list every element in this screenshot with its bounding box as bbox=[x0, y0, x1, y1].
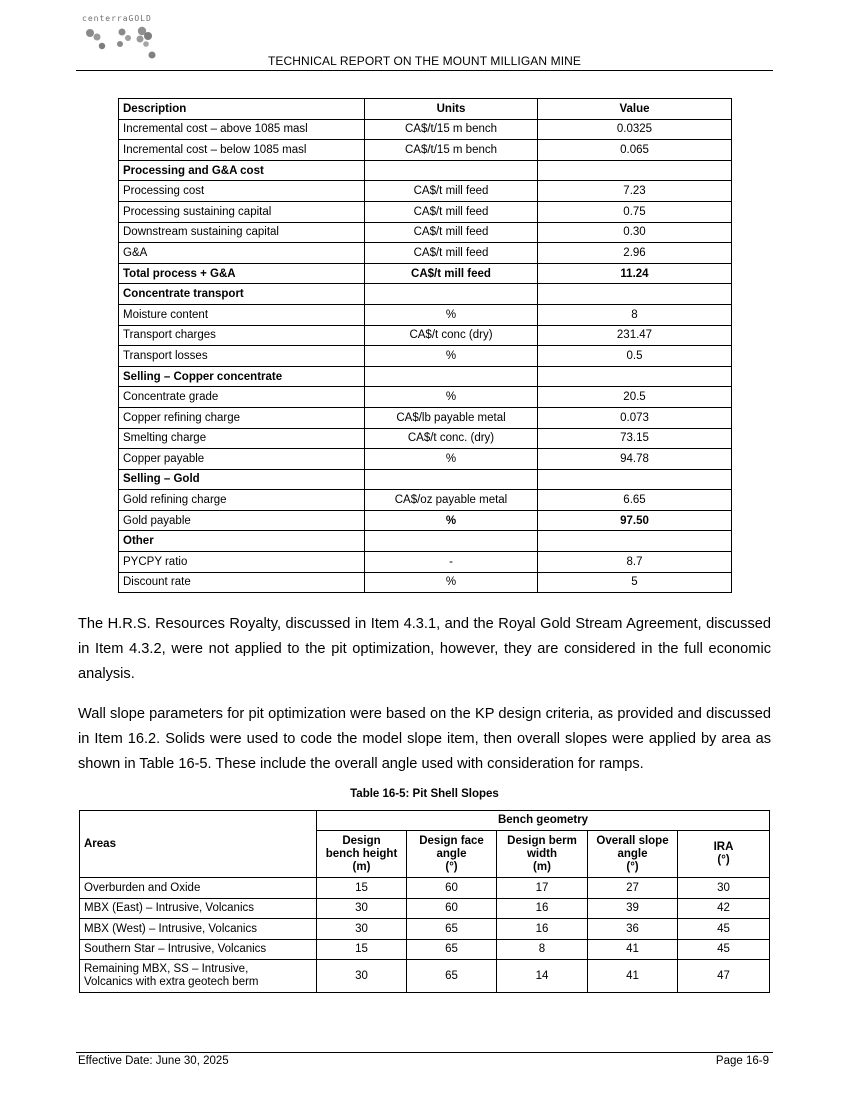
table-header-row bbox=[119, 99, 732, 120]
value-cell: 0.5 bbox=[538, 346, 732, 367]
header-line: (°) bbox=[626, 860, 639, 873]
value-cell: 15 bbox=[317, 878, 407, 899]
value-cell bbox=[538, 531, 732, 552]
units-cell bbox=[365, 366, 538, 387]
description-cell: Downstream sustaining capital bbox=[119, 222, 365, 243]
units-cell: CA$/t mill feed bbox=[365, 263, 538, 284]
value-cell: 65 bbox=[407, 919, 497, 940]
table-row bbox=[119, 449, 732, 470]
units-cell: % bbox=[365, 387, 538, 408]
column-header-berm-width bbox=[497, 831, 588, 878]
area-cell bbox=[80, 960, 317, 993]
units-cell: CA$/t/15 m bench bbox=[365, 140, 538, 161]
value-cell: 30 bbox=[317, 898, 407, 919]
value-cell: 30 bbox=[317, 960, 407, 993]
value-cell: 0.0325 bbox=[538, 119, 732, 140]
table-row bbox=[119, 181, 732, 202]
description-cell: Smelting charge bbox=[119, 428, 365, 449]
page-number: Page 16-9 bbox=[715, 1055, 769, 1067]
section-header-row bbox=[119, 366, 732, 387]
units-cell: - bbox=[365, 552, 538, 573]
value-cell: 45 bbox=[678, 939, 770, 960]
table-row bbox=[80, 898, 770, 919]
area-cell: Overburden and Oxide bbox=[80, 878, 317, 899]
effective-date: Effective Date: June 30, 2025 bbox=[78, 1055, 229, 1067]
value-cell: 42 bbox=[678, 898, 770, 919]
table-row bbox=[80, 960, 770, 993]
header-line: Design berm bbox=[507, 834, 577, 847]
footer-divider bbox=[76, 1052, 773, 1053]
description-cell: Processing and G&A cost bbox=[119, 160, 365, 181]
header-line: angle bbox=[617, 847, 648, 860]
table-row bbox=[119, 428, 732, 449]
value-cell: 8.7 bbox=[538, 552, 732, 573]
description-cell: Processing cost bbox=[119, 181, 365, 202]
value-cell: 65 bbox=[407, 960, 497, 993]
units-cell: % bbox=[365, 304, 538, 325]
value-cell: 2.96 bbox=[538, 243, 732, 264]
description-cell: Processing sustaining capital bbox=[119, 201, 365, 222]
area-cell: Southern Star – Intrusive, Volcanics bbox=[80, 939, 317, 960]
value-cell: 0.065 bbox=[538, 140, 732, 161]
section-header-row bbox=[119, 284, 732, 305]
units-cell bbox=[365, 469, 538, 490]
pit-shell-slopes-table bbox=[79, 810, 770, 993]
value-cell: 97.50 bbox=[538, 510, 732, 531]
units-cell bbox=[365, 531, 538, 552]
table-group-header-row bbox=[80, 811, 770, 831]
units-cell: % bbox=[365, 510, 538, 531]
units-cell: CA$/lb payable metal bbox=[365, 407, 538, 428]
area-cell: MBX (East) – Intrusive, Volcanics bbox=[80, 898, 317, 919]
description-cell: G&A bbox=[119, 243, 365, 264]
description-cell: Concentrate grade bbox=[119, 387, 365, 408]
description-cell: Gold refining charge bbox=[119, 490, 365, 511]
table-row bbox=[80, 939, 770, 960]
column-header-face-angle bbox=[407, 831, 497, 878]
table-row bbox=[80, 919, 770, 940]
area-line: Volcanics with extra geotech berm bbox=[84, 976, 259, 988]
value-cell: 39 bbox=[588, 898, 678, 919]
table-row bbox=[80, 878, 770, 899]
units-cell: % bbox=[365, 572, 538, 593]
header-line: (°) bbox=[445, 860, 458, 873]
value-cell: 47 bbox=[678, 960, 770, 993]
header-line: angle bbox=[436, 847, 467, 860]
area-line: Remaining MBX, SS – Intrusive, bbox=[84, 963, 249, 975]
table-row bbox=[119, 140, 732, 161]
value-cell bbox=[538, 469, 732, 490]
column-header-overall-slope bbox=[588, 831, 678, 878]
value-cell: 8 bbox=[497, 939, 588, 960]
description-cell: Moisture content bbox=[119, 304, 365, 325]
table-row bbox=[119, 572, 732, 593]
area-cell: MBX (West) – Intrusive, Volcanics bbox=[80, 919, 317, 940]
report-title: TECHNICAL REPORT ON THE MOUNT MILLIGAN MINE bbox=[267, 54, 581, 68]
header-line: Design bbox=[342, 834, 381, 847]
units-cell: CA$/t mill feed bbox=[365, 222, 538, 243]
table-row bbox=[119, 222, 732, 243]
description-cell: Discount rate bbox=[119, 572, 365, 593]
units-cell: % bbox=[365, 449, 538, 470]
table-row bbox=[119, 119, 732, 140]
header-line: (m) bbox=[533, 860, 551, 873]
table-row bbox=[119, 387, 732, 408]
value-cell: 30 bbox=[678, 878, 770, 899]
description-cell: Copper payable bbox=[119, 449, 365, 470]
value-cell: 16 bbox=[497, 919, 588, 940]
value-cell: 15 bbox=[317, 939, 407, 960]
header-line: IRA bbox=[713, 841, 734, 853]
column-header-units: Units bbox=[365, 99, 538, 120]
table-row bbox=[119, 325, 732, 346]
units-cell: CA$/t mill feed bbox=[365, 181, 538, 202]
header-divider bbox=[76, 70, 773, 71]
section-header-row bbox=[119, 531, 732, 552]
value-cell: 0.073 bbox=[538, 407, 732, 428]
bench-geometry-header: Bench geometry bbox=[317, 811, 770, 831]
description-cell: Copper refining charge bbox=[119, 407, 365, 428]
value-cell bbox=[538, 284, 732, 305]
table-caption: Table 16-5: Pit Shell Slopes bbox=[350, 788, 499, 800]
units-cell: CA$/t mill feed bbox=[365, 243, 538, 264]
royalty-paragraph: The H.R.S. Resources Royalty, discussed in Item 4.3.1, and the Royal Gold Stream Agreement, discussed in Item 4.3.2, were not applied to the pit optimization, however, they are considered in the full economic analysis. bbox=[78, 616, 771, 682]
units-cell: CA$/t/15 m bench bbox=[365, 119, 538, 140]
value-cell: 6.65 bbox=[538, 490, 732, 511]
value-cell: 7.23 bbox=[538, 181, 732, 202]
value-cell: 60 bbox=[407, 898, 497, 919]
value-cell: 8 bbox=[538, 304, 732, 325]
value-cell: 73.15 bbox=[538, 428, 732, 449]
column-header-areas: Areas bbox=[80, 811, 317, 878]
value-cell: 0.75 bbox=[538, 201, 732, 222]
description-cell: Concentrate transport bbox=[119, 284, 365, 305]
units-cell: % bbox=[365, 346, 538, 367]
table-row bbox=[119, 407, 732, 428]
table-row bbox=[119, 263, 732, 284]
description-cell: Selling – Gold bbox=[119, 469, 365, 490]
description-cell: Other bbox=[119, 531, 365, 552]
column-header-ira bbox=[678, 831, 770, 878]
value-cell: 45 bbox=[678, 919, 770, 940]
value-cell: 41 bbox=[588, 939, 678, 960]
cost-parameters-table bbox=[118, 98, 732, 593]
value-cell: 41 bbox=[588, 960, 678, 993]
header-line: bench height bbox=[325, 847, 398, 860]
header-line: (°) bbox=[717, 854, 730, 866]
column-header-bench-height bbox=[317, 831, 407, 878]
units-cell: CA$/t conc (dry) bbox=[365, 325, 538, 346]
description-cell: Transport losses bbox=[119, 346, 365, 367]
value-cell: 16 bbox=[497, 898, 588, 919]
value-cell: 14 bbox=[497, 960, 588, 993]
value-cell: 5 bbox=[538, 572, 732, 593]
value-cell: 231.47 bbox=[538, 325, 732, 346]
description-cell: PYCPY ratio bbox=[119, 552, 365, 573]
header-line: Overall slope bbox=[596, 834, 669, 847]
value-cell: 36 bbox=[588, 919, 678, 940]
wall-slope-paragraph: Wall slope parameters for pit optimization were based on the KP design criteria, as provided and discussed in Item 16.2. Solids were used to code the model slope item, then overall slopes were applied by area as shown in Table 16-5. These include the overall angle used with consideration for ramps. bbox=[78, 706, 771, 772]
units-cell: CA$/t mill feed bbox=[365, 201, 538, 222]
units-cell bbox=[365, 160, 538, 181]
value-cell bbox=[538, 160, 732, 181]
value-cell: 27 bbox=[588, 878, 678, 899]
table-row bbox=[119, 346, 732, 367]
table-row bbox=[119, 552, 732, 573]
header-line: Design face bbox=[419, 834, 484, 847]
description-cell: Incremental cost – below 1085 masl bbox=[119, 140, 365, 161]
section-header-row bbox=[119, 469, 732, 490]
value-cell: 60 bbox=[407, 878, 497, 899]
description-cell: Transport charges bbox=[119, 325, 365, 346]
table-row bbox=[119, 304, 732, 325]
table-row bbox=[119, 201, 732, 222]
units-cell bbox=[365, 284, 538, 305]
value-cell: 0.30 bbox=[538, 222, 732, 243]
table-row bbox=[119, 243, 732, 264]
units-cell: CA$/oz payable metal bbox=[365, 490, 538, 511]
table-row bbox=[119, 510, 732, 531]
table-row bbox=[119, 490, 732, 511]
value-cell: 30 bbox=[317, 919, 407, 940]
column-header-value: Value bbox=[538, 99, 732, 120]
description-cell: Total process + G&A bbox=[119, 263, 365, 284]
value-cell: 11.24 bbox=[538, 263, 732, 284]
value-cell: 94.78 bbox=[538, 449, 732, 470]
units-cell: CA$/t conc. (dry) bbox=[365, 428, 538, 449]
header-line: (m) bbox=[352, 860, 371, 873]
header-line: width bbox=[526, 847, 558, 860]
description-cell: Incremental cost – above 1085 masl bbox=[119, 119, 365, 140]
value-cell bbox=[538, 366, 732, 387]
description-cell: Selling – Copper concentrate bbox=[119, 366, 365, 387]
logo-text: centerraGOLD bbox=[82, 14, 152, 23]
section-header-row bbox=[119, 160, 732, 181]
value-cell: 65 bbox=[407, 939, 497, 960]
value-cell: 20.5 bbox=[538, 387, 732, 408]
value-cell: 17 bbox=[497, 878, 588, 899]
column-header-description: Description bbox=[119, 99, 365, 120]
description-cell: Gold payable bbox=[119, 510, 365, 531]
